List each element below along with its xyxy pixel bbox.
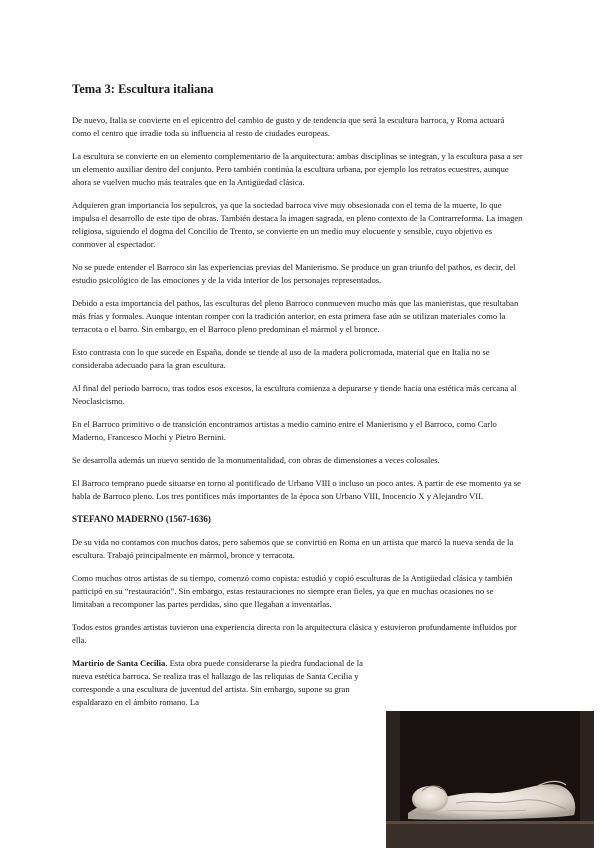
paragraph: De su vida no contamos con muchos datos, pero sabemos que se convirtió en Roma en un artista que marcó la nueva senda de la escultura. Trabajó principalmente en mármol, bronce y terracota. — [72, 537, 514, 560]
figure-caption-text: . Esta obra puede considerarse la piedra fundacional de la nueva estética barroca. Se realiza tras el hallazgo de las reliquias de Santa Cecilia y corresponde a una escultura de juventud del artista. Sin embargo, supone su gran espaldarazo en el ámbito romano. La — [72, 658, 363, 707]
paragraph: Todos estos grandes artistas tuvieron una experiencia directa con la arquitectura clásica y estuvieron profundamente influidos por ella. — [72, 622, 517, 645]
document-title: Tema 3: Escultura italiana — [72, 82, 214, 96]
paragraph: Como muchos otros artistas de su tiempo, comenzó como copista: estudió y copió esculturas de la Antigüedad clásica y también participó en su “restauración”. Sin embargo, estas restauraciones no siempre eran fieles, ya que en muchas ocasiones no se limitaban a recomponer las partes perdidas, sino que llegaban a inventarlas. — [72, 573, 513, 609]
paragraph: De nuevo, Italia se convierte en el epicentro del cambio de gusto y de tendencia que será la escultura barroca, y Roma actuará como el centro que irradie toda su influencia al resto de ciudades europeas. — [72, 115, 505, 138]
sculpture-illustration — [386, 711, 594, 848]
figure-caption — [72, 657, 370, 709]
figure-caption-title: Martirio de Santa Cecilia — [72, 658, 166, 668]
paragraph: El Barroco temprano puede situarse en torno al pontificado de Urbano VIII o incluso un poco antes. A partir de ese momento ya se habla de Barroco pleno. Los tres pontífices más importantes de la época son Urbano VIII, Inocencio X y Alejandro VII. — [72, 478, 521, 501]
sculpture-photo — [386, 711, 594, 848]
paragraph: Debido a esta importancia del pathos, las esculturas del pleno Barroco conmueven mucho más que las manieristas, que resultaban más frías y formales. Aunque intentan romper con la tradición anterior, en esta primera fase aún se utilizan materiales como la terracota o el barro. Sin embargo, en el Barroco pleno predominan el mármol y el bronce. — [72, 298, 519, 334]
paragraph: La escultura se convierte en un elemento complementario de la arquitectura: ambas disciplinas se integran, y la escultura pasa a ser un elemento auxiliar dentro del conjunto. Pero también continúa la escultura urbana, por ejemplo los retratos ecuestres, aunque ahora se vuelven mucho más teatrales que en la Antigüedad clásica. — [72, 151, 523, 187]
paragraph: Al final del periodo barroco, tras todos esos excesos, la escultura comienza a depurarse y tiende hacia una estética más cercana al Neoclasicismo. — [72, 383, 517, 406]
paragraph: Esto contrasta con lo que sucede en España, donde se tiende al uso de la madera policromada, material que en Italia no se consideraba adecuado para la gran escultura. — [72, 347, 490, 370]
paragraph: Adquieren gran importancia los sepulcros, ya que la sociedad barroca vive muy obsesionada con el tema de la muerte, lo que impulsa el desarrollo de este tipo de obras. También destaca la imagen sagrada, en pleno contexto de la Contrarreforma. La imagen religiosa, siguiendo el dogma del Concilio de Trento, se convierte en un medio muy elocuente y sensible, cuyo objetivo es conmover al espectador. — [72, 200, 523, 249]
paragraph: En el Barroco primitivo o de transición encontramos artistas a medio camino entre el Manierismo y el Barroco, como Carlo Maderno, Francesco Mochi y Pietro Bernini. — [72, 419, 497, 442]
paragraph: Se desarrolla además un nuevo sentido de la monumentalidad, con obras de dimensiones a veces colosales. — [72, 455, 440, 465]
document-body — [72, 82, 524, 797]
section-heading: STEFANO MADERNO (1567-1636) — [72, 514, 211, 524]
paragraph: No se puede entender el Barroco sin las experiencias previas del Manierismo. Se produce un gran triunfo del pathos, es decir, del estudio psicológico de las emociones y de la vida interior de los personajes representados. — [72, 262, 516, 285]
